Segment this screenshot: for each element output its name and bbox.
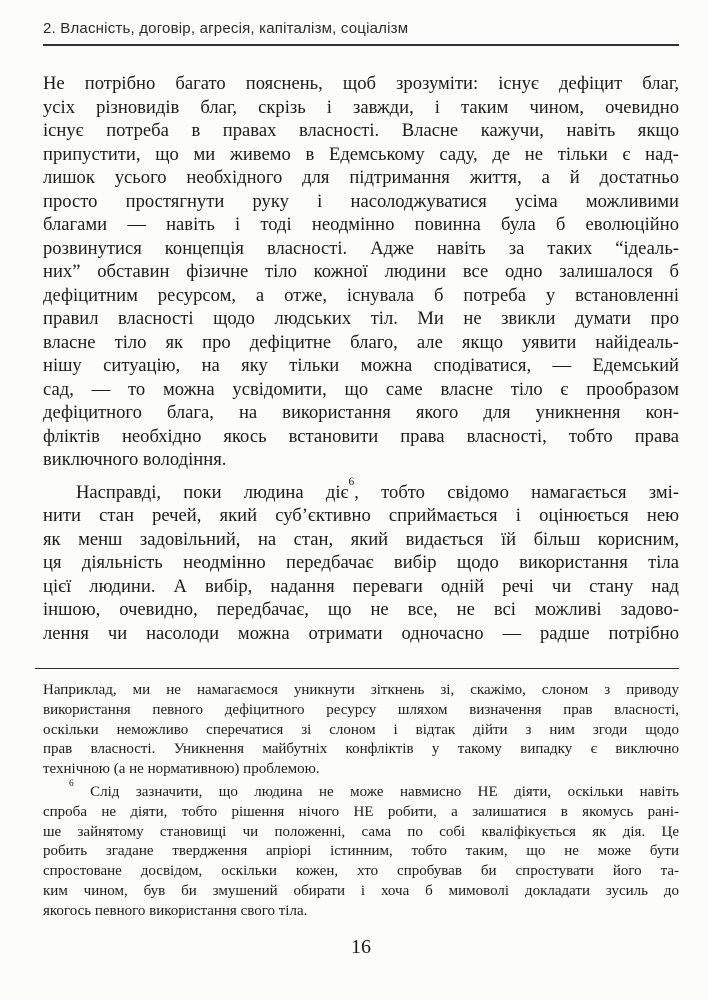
text-line: лення чи насолоди можна отримати одночасно — радше потрібно <box>43 622 679 644</box>
text-line: як менш задовільний, на стан, який видається їй більш корисним, <box>43 528 679 550</box>
page-number: 16 <box>351 935 371 958</box>
text-line: просто простягнути руку і насолоджуватися усіма можливими <box>43 190 679 212</box>
text-line: Насправді, поки людина діє$^6$, тобто свідомо намагається змі- <box>76 476 679 503</box>
footnote-ref: 6 <box>348 476 355 489</box>
text-line: іншою, очевидно, передбачає, що не все, не всі можливі задово- <box>43 599 679 620</box>
text-line: припустити, що ми живемо в Едемському саду, де не тільки є над- <box>43 143 679 165</box>
text-line: ким чином, був би змушений обирати і хоча б мимоволі докладати зусиль до <box>43 882 679 899</box>
text-line: цієї людини. А вибір, надання переваги одній речі чи стану над <box>43 575 679 597</box>
body-text <box>43 72 679 645</box>
text-line: лишок усього необхідного для підтримання життя, а й достатньо <box>43 167 679 188</box>
text-line: оскільки неможливо сперечатися зі слоном і відтак дійти з ним згоди щодо <box>43 721 679 738</box>
footnote-ref: 6 <box>69 778 74 789</box>
text-line: правил власності щодо людських тіл. Ми не звикли думати про <box>43 308 679 329</box>
text-line: ця діяльність неодмінно передбачає вибір щодо використання тіла <box>43 552 679 573</box>
paragraph <box>43 778 679 922</box>
text-line: Наприклад, ми не намагаємося уникнути зіткнень зі, скажімо, слоном з приводу <box>43 682 679 698</box>
text-line: $^6$ Слід зазначити, що людина не може навмисно НЕ діяти, оскільки навіть <box>69 778 679 800</box>
text-line: фліктів необхідно якось встановити права власності, тобто права <box>43 425 679 447</box>
text-line: якогось певного використання свого тіла. <box>43 902 308 919</box>
text-line: дефіцитного блага, на використання якого для уникнення кон- <box>43 402 679 423</box>
paragraph <box>43 681 679 780</box>
header-rule <box>43 44 679 46</box>
text-line: спростоване досвідом, оскільки кожен, хто спробував би спростувати його та- <box>43 863 679 880</box>
text-line: власне тіло як про дефіцитне благо, але якщо уявити найідеаль- <box>43 331 679 353</box>
text-line: Не потрібно багато пояснень, щоб зрозуміти: існує дефіцит благ, <box>43 73 679 94</box>
footnotes <box>43 681 679 922</box>
text-line: існує потреба в правах власності. Власне кажучи, навіть якщо <box>43 120 679 141</box>
running-header: 2. Власність, договір, агресія, капіталізм, соціалізм <box>43 20 409 37</box>
text-line: виключного володіння. <box>43 449 227 470</box>
text-line: прав власності. Уникнення майбутніх конфліктів у такому випадку є виключно <box>43 741 679 758</box>
text-line: ше зайнятому становищі чи положенні, сама по собі кваліфікується як дія. Це <box>43 823 679 840</box>
paragraph <box>43 476 679 646</box>
paragraph <box>43 72 679 472</box>
text-line: спроба не діяти, тобто рішення нічого НЕ робити, а залишатися в якомусь рані- <box>43 803 679 820</box>
footnote-separator <box>35 668 679 669</box>
text-line: нити стан речей, який суб’єктивно сприймається і оцінюється нею <box>43 505 679 526</box>
text-line: технічною (а не нормативною) проблемою. <box>43 761 320 778</box>
text-line: дефіцитним ресурсом, а отже, існувала б потреба у встановленні <box>43 284 679 306</box>
text-line: робить згадане твердження апріорі істинним, тобто таким, що не може бути <box>43 843 679 860</box>
text-line: благами — навіть і тоді неодмінно повинна була б еволюційно <box>43 214 679 235</box>
text-line: використання певного дефіцитного ресурсу шляхом визначення прав власності, <box>43 701 679 718</box>
text-line: усіх різновидів благ, скрізь і завжди, і таким чином, очевидно <box>43 96 679 118</box>
text-line: розвинутися концепція власності. Адже навіть за таких “ідеаль- <box>43 237 679 259</box>
text-line: сад, — то можна усвідомити, що саме власне тіло є прообразом <box>43 378 679 400</box>
text-line: нішу ситуацію, на яку тільки можна сподіватися, — Едемський <box>43 355 679 376</box>
text-line: них” обставин фізичне тіло кожної людини все одно залишалося б <box>43 261 679 282</box>
